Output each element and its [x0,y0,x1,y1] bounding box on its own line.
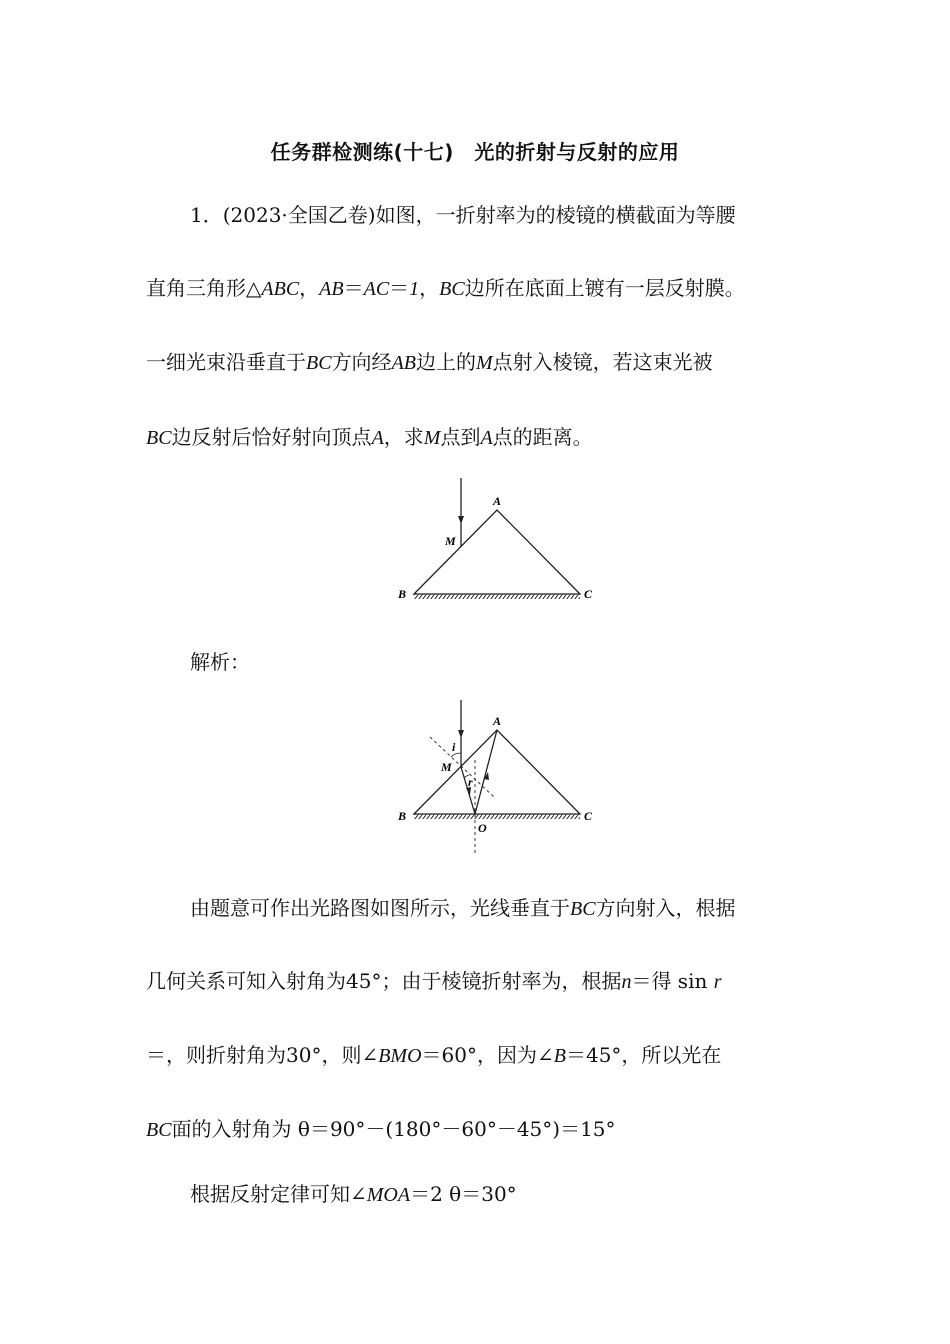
vertex-label-b: B [398,587,407,601]
analysis-label [190,648,250,676]
reflective-film [414,594,580,599]
problem-line-1 [190,201,736,229]
arrow-icon [458,730,464,738]
math-var: A [371,427,384,449]
vertex-label-a: A [493,494,502,508]
problem-text: 点射入棱镜，若这束光被 [492,350,713,374]
problem-text: ＝ [343,276,364,300]
problem-line-2 [146,274,745,303]
solution-line-4 [146,1115,616,1144]
problem-text: 方向经 [331,350,392,374]
math-var: BC [146,427,172,449]
solution-text: 根据反射定律可知∠ [190,1182,367,1206]
math-var: M [423,427,441,449]
problem-text: 边所在底面上镀有一层反射膜。 [464,276,745,300]
solution-line-3 [146,1041,721,1070]
vertex-label-c: C [584,587,593,601]
solution-line-1 [190,894,736,923]
math-var: AB [319,278,344,300]
vertex-label-a: A [493,714,502,728]
reflective-film [414,814,580,819]
solution-text: 几何关系可知入射角为45°；由于棱镜折射率为，根据 [146,969,622,993]
solution-line-2 [146,967,722,996]
solution-text: ＝，则折射角为30°，则∠ [146,1043,379,1067]
arrow-icon [458,516,464,524]
solution-text: 方向射入，根据 [595,896,736,920]
prism-triangle [414,510,580,594]
problem-text: ＝ [389,276,410,300]
problem-line-3 [146,348,713,377]
solution-line-5 [190,1180,517,1209]
problem-text: 一细光束沿垂直于 [146,350,306,374]
solution-text: ＝得 sin [631,969,714,993]
math-var: BMO [378,1045,422,1067]
math-var: ABC [261,278,300,300]
vertex-label-c: C [584,809,593,823]
math-var: AC [363,278,390,300]
light-path-figure [390,690,610,860]
point-label-m: M [441,760,452,774]
math-var: BC [439,278,465,300]
point-label-m: M [445,534,456,548]
math-var: MOA [366,1184,411,1206]
angle-label-r: r [468,775,473,789]
point-label-o: O [478,821,487,835]
prism-triangle [414,730,580,814]
solution-text: ＝2 θ＝30° [410,1182,517,1206]
problem-text: 1．(2023·全国乙卷)如图，一折射率为的棱镜的横截面为等腰 [190,203,736,227]
angle-label-i: i [452,740,456,754]
problem-text: 边反射后恰好射向顶点 [171,425,372,449]
vertex-label-b: B [398,809,407,823]
page-title: 任务群检测练(十七) 光的折射与反射的应用 [270,140,680,164]
math-var: BC [306,352,332,374]
math-var: A [480,427,493,449]
math-var: BC [570,898,596,920]
analysis-text: 解析： [190,650,250,674]
problem-text: ，求 [383,425,424,449]
problem-text: 边上的 [416,350,476,374]
math-var: 1 [409,278,420,300]
prism-figure [390,470,610,610]
reflected-ray [475,730,497,814]
problem-text: ， [419,276,440,300]
math-var: r [713,971,722,993]
problem-text: 点的距离。 [492,425,593,449]
solution-text: ＝60°，因为∠ [421,1043,554,1067]
problem-text: 点到 [440,425,481,449]
math-var: n [621,971,632,993]
solution-text: 面的入射角为 θ＝90°－(180°－60°－45°)＝15° [171,1117,616,1141]
solution-text: ＝45°，所以光在 [565,1043,722,1067]
math-var: BC [146,1119,172,1141]
math-var: AB [391,352,416,374]
problem-line-4 [146,423,593,452]
math-var: B [553,1045,566,1067]
math-var: M [476,352,493,374]
solution-text: 由题意可作出光路图如图所示，光线垂直于 [190,896,570,920]
problem-text: 直角三角形△ [146,276,262,300]
problem-text: ， [299,276,320,300]
